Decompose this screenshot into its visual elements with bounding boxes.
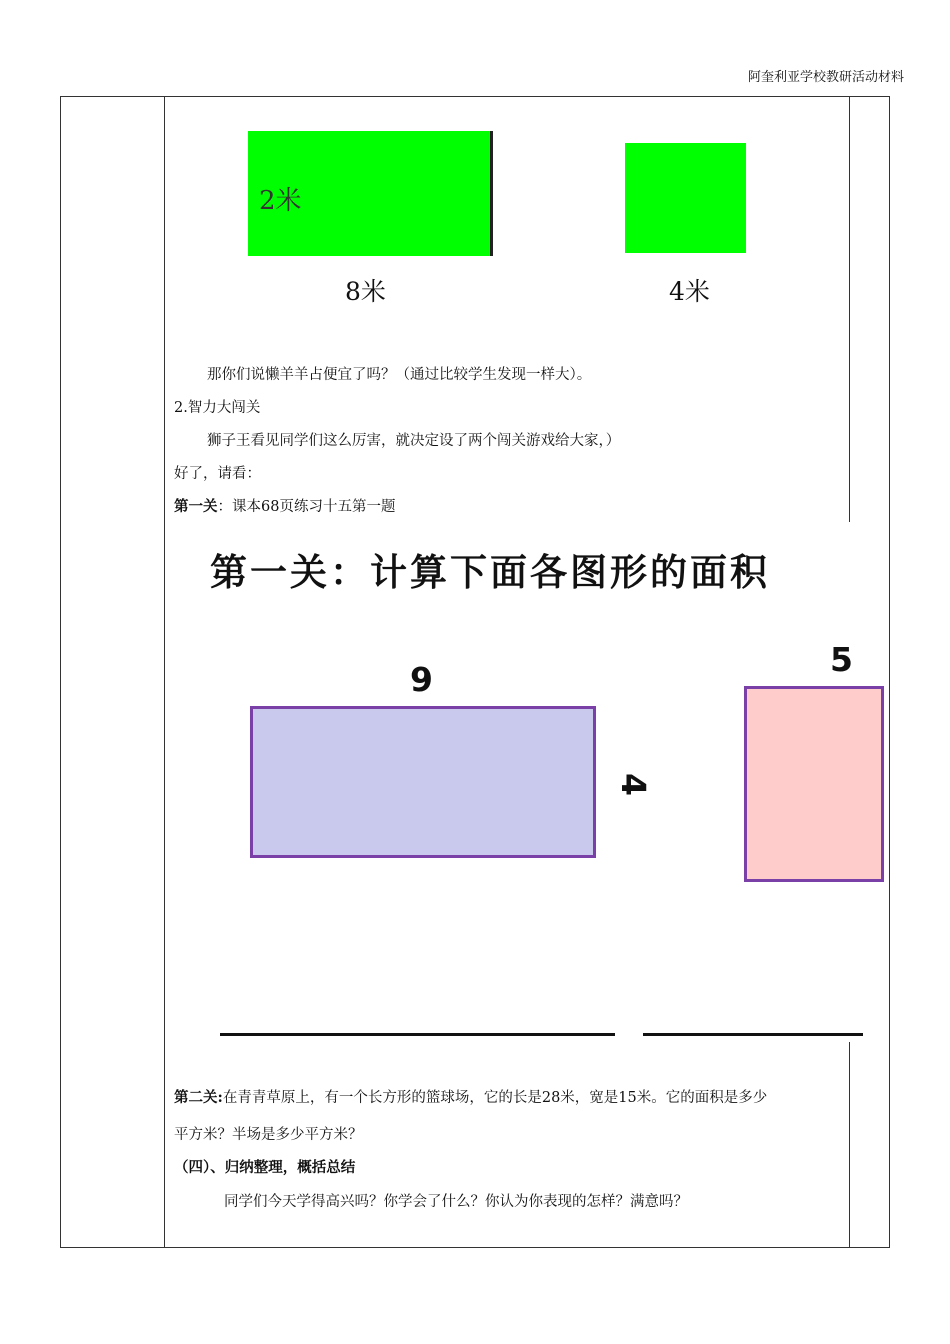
purple-rectangle (250, 706, 596, 858)
paragraph-level-one (174, 497, 395, 517)
green-square-4x4 (625, 143, 746, 253)
paragraph-please-look: 好了，请看： (174, 466, 261, 482)
paragraph-level-two-cont: 平方米？半场是多少平方米？ (174, 1127, 363, 1143)
slide-title: 第一关：计算下面各图形的面积 (210, 551, 770, 594)
table-bottom-border (60, 1247, 890, 1248)
answer-line-1 (220, 1033, 615, 1036)
section-heading-summary: （四）、归纳整理，概括总结 (174, 1159, 356, 1176)
table-column-divider-right-upper (849, 96, 850, 526)
rect2-length-label: 5 (830, 640, 853, 679)
level-one-text: ：课本68页练习十五第一题 (217, 499, 396, 515)
square-width-label: 4米 (669, 277, 710, 306)
paragraph-comparison-question: 那你们说懒羊羊占便宜了吗？（通过比较学生发现一样大）。 (207, 367, 592, 383)
level-one-slide (174, 522, 853, 1042)
answer-line-2 (643, 1033, 863, 1036)
paragraph-summary: 同学们今天学得高兴吗？你学会了什么？你认为你表现的怎样？满意吗？ (224, 1194, 688, 1210)
table-column-divider-right-lower (849, 1040, 850, 1248)
green-rectangle-height-label: 2米 (259, 186, 302, 216)
rect1-width-label: 4 (613, 773, 653, 796)
rect1-length-label: 9 (410, 660, 433, 699)
pink-rectangle (744, 686, 884, 882)
paragraph-lion-king: 狮子王看见同学们这么厉害，就决定设了两个闯关游戏给大家，） (207, 433, 621, 449)
level-one-label: 第一关 (174, 498, 218, 515)
level-two-text: 在青青草原上，有一个长方形的篮球场，它的长是28米，宽是15米。它的面积是多少 (222, 1090, 768, 1106)
rectangle-width-label: 8米 (345, 277, 386, 306)
table-right-border (889, 96, 890, 1248)
paragraph-level-two (174, 1088, 767, 1108)
table-column-divider (164, 96, 165, 1248)
table-top-border (60, 96, 890, 97)
level-two-label: 第二关: (174, 1089, 223, 1106)
table-left-border (60, 96, 61, 1248)
section-heading-challenge: 2.智力大闯关 (174, 400, 261, 416)
header-note: 阿奎利亚学校教研活动材料 (747, 70, 904, 85)
